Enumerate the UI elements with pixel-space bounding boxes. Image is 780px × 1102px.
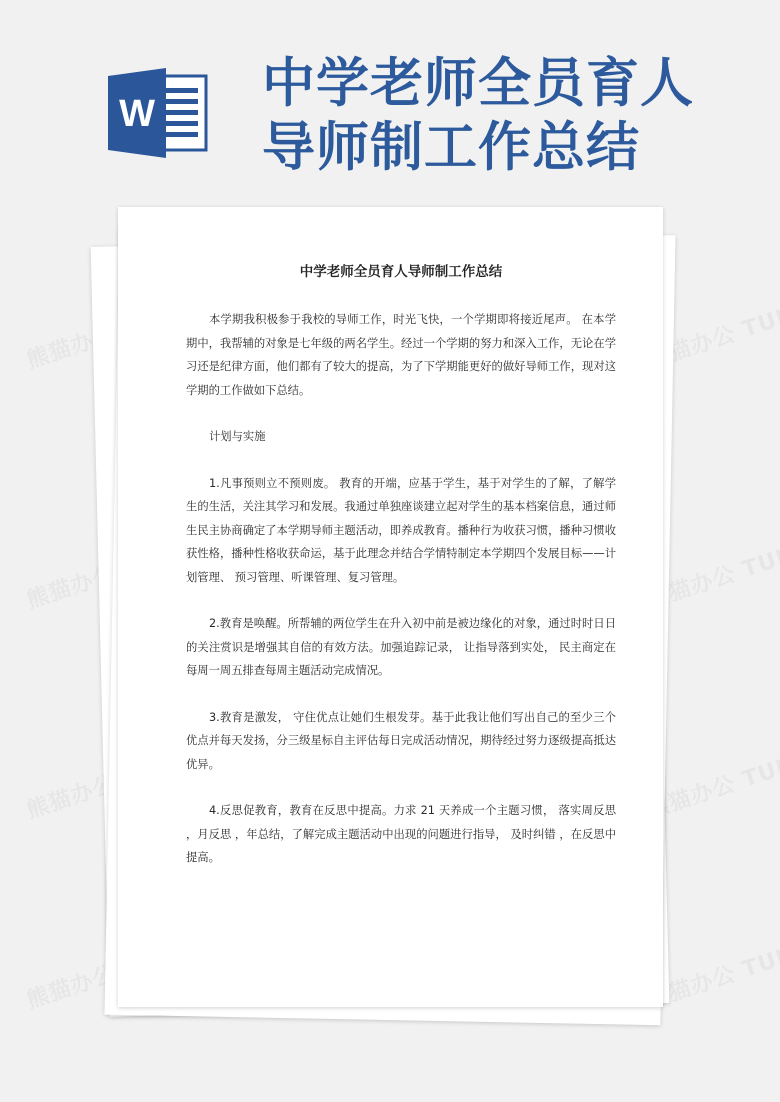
page-headline [262, 52, 762, 180]
list-item: 2.教育是唤醒。所帮辅的两位学生在升入初中前是被边缘化的对象，通过时时日日的关注赏识是增强其自信的有效方法。加强追踪记录， 让指导落到实处， 民主商定在每周一周五排查每周主题活动完成情况。 [186, 617, 616, 677]
intro-paragraph: 本学期我积极参于我校的导师工作，时光飞快，一个学期即将接近尾声。 在本学期中，我帮辅的对象是七年级的两名学生。经过一个学期的努力和深入工作，无论在学习还是纪律方面，他们都有了较大的提高，为了下学期能更好的做好导师工作，现对这学期的工作做如下总结。 [186, 313, 616, 397]
document-body [186, 262, 616, 893]
word-app-icon [108, 66, 208, 160]
headline-line-2: 导师制工作总结 [262, 117, 640, 178]
list-item: 3.教育是激发， 守住优点让她们生根发芽。基于此我让他们写出自己的至少三个优点并每天发扬，分三级星标自主评估每日完成活动情况，期待经过努力逐级提高抵达优异。 [186, 710, 616, 771]
list-item: 4.反思促教育，教育在反思中提高。力求 21 天养成一个主题习惯， 落实周反思 ，月反思 ，年总结，了解完成主题活动中出现的问题进行指导， 及时纠错 ，在反思中提高。 [186, 804, 616, 864]
section-heading: 计划与实施 [209, 430, 266, 443]
headline-line-1: 中学老师全员育人 [262, 53, 694, 114]
list-item: 1.凡事预则立不预则废。 教育的开端，应基于学生，基于对学生的了解，了解学生的生活，关注其学习和发展。我通过单独座谈建立起对学生的基本档案信息，通过师生民主协商确定了本学期导师主题活动，即养成教育。播种行为收获习惯，播种习惯收获性格，播种性格收获命运，基于此理念并结合学情特制定本学期四个发展目标——计划管理、 预习管理、听课管理、复习管理。 [186, 476, 616, 584]
word-logo-letter: W [119, 93, 155, 135]
document-title: 中学老师全员育人导师制工作总结 [299, 264, 503, 280]
